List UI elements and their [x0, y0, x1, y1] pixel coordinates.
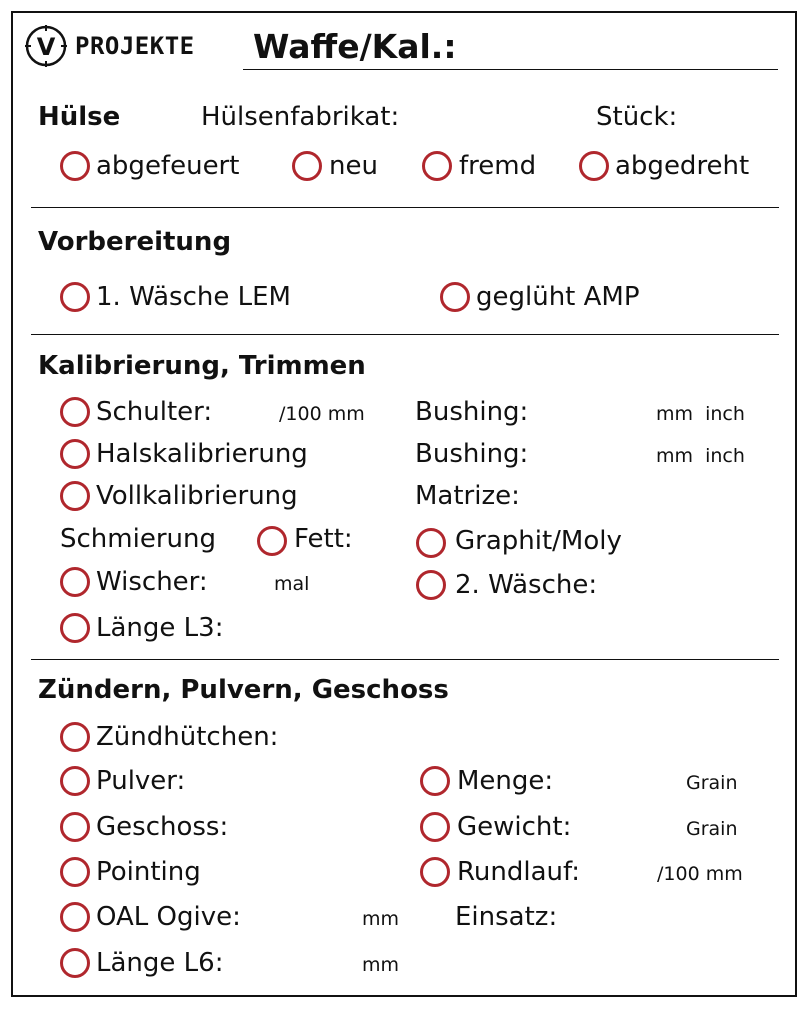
option-waesche-lem: 1. Wäsche LEM: [96, 282, 291, 312]
matrize-label: Matrize:: [415, 481, 520, 511]
radio-vollkalibrierung[interactable]: [60, 481, 90, 511]
radio-laenge-l3[interactable]: [60, 613, 90, 643]
option-abgefeuert: abgefeuert: [96, 151, 240, 181]
brand-name: PROJEKTE: [75, 32, 195, 60]
radio-geschoss[interactable]: [60, 812, 90, 842]
bushing-label-1: Bushing:: [415, 397, 529, 427]
stueck-label: Stück:: [596, 102, 678, 132]
bushing-label-2: Bushing:: [415, 439, 529, 469]
halskalibrierung-label: Halskalibrierung: [96, 439, 308, 469]
oal-ogive-unit: mm: [362, 908, 400, 930]
bushing-units-1: mm inch: [656, 403, 745, 425]
menge-unit: Grain: [686, 772, 738, 794]
radio-laenge-l6[interactable]: [60, 948, 90, 978]
section-title-vorbereitung: Vorbereitung: [38, 227, 232, 257]
laenge-l6-label: Länge L6:: [96, 948, 224, 978]
pointing-label: Pointing: [96, 857, 201, 887]
page-title: Waffe/Kal.:: [253, 27, 457, 66]
waesche-2-label: 2. Wäsche:: [455, 570, 598, 600]
radio-neu[interactable]: [292, 151, 322, 181]
huelsenfabrikat-label: Hülsenfabrikat:: [201, 102, 400, 132]
oal-ogive-label: OAL Ogive:: [96, 902, 241, 932]
radio-wischer[interactable]: [60, 567, 90, 597]
radio-fremd[interactable]: [422, 151, 452, 181]
radio-abgefeuert[interactable]: [60, 151, 90, 181]
rundlauf-unit: /100 mm: [657, 863, 743, 885]
section-divider: [31, 659, 779, 660]
radio-halskalibrierung[interactable]: [60, 439, 90, 469]
vollkalibrierung-label: Vollkalibrierung: [96, 481, 298, 511]
pulver-label: Pulver:: [96, 766, 186, 796]
rundlauf-label: Rundlauf:: [457, 857, 580, 887]
logo-letter: V: [36, 33, 56, 61]
wischer-label: Wischer:: [96, 567, 208, 597]
radio-gewicht[interactable]: [420, 812, 450, 842]
title-underline: [243, 69, 778, 70]
radio-graphit-moly[interactable]: [416, 528, 446, 558]
geschoss-label: Geschoss:: [96, 812, 229, 842]
fett-label: Fett:: [294, 524, 353, 554]
schulter-label: Schulter:: [96, 397, 213, 427]
einsatz-label: Einsatz:: [455, 902, 558, 932]
section-divider: [31, 207, 779, 208]
option-abgedreht: abgedreht: [615, 151, 750, 181]
radio-gegluht-amp[interactable]: [440, 282, 470, 312]
gewicht-unit: Grain: [686, 818, 738, 840]
radio-waesche-2[interactable]: [416, 570, 446, 600]
gewicht-label: Gewicht:: [457, 812, 572, 842]
zuendhuetchen-label: Zündhütchen:: [96, 722, 279, 752]
radio-schulter[interactable]: [60, 397, 90, 427]
logo-icon: [25, 25, 67, 67]
radio-waesche-lem[interactable]: [60, 282, 90, 312]
option-fremd: fremd: [459, 151, 537, 181]
radio-zuendhuetchen[interactable]: [60, 722, 90, 752]
radio-fett[interactable]: [257, 526, 287, 556]
option-gegluht-amp: geglüht AMP: [476, 282, 640, 312]
menge-label: Menge:: [457, 766, 554, 796]
section-title-zuendern: Zündern, Pulvern, Geschoss: [38, 675, 449, 705]
section-title-kalibrierung: Kalibrierung, Trimmen: [38, 351, 366, 381]
bushing-units-2: mm inch: [656, 445, 745, 467]
section-divider: [31, 334, 779, 335]
radio-abgedreht[interactable]: [579, 151, 609, 181]
radio-pulver[interactable]: [60, 766, 90, 796]
radio-rundlauf[interactable]: [420, 857, 450, 887]
section-title-huelse: Hülse: [38, 102, 121, 132]
graphit-moly-label: Graphit/Moly: [455, 526, 622, 556]
radio-oal-ogive[interactable]: [60, 902, 90, 932]
schmierung-label: Schmierung: [60, 524, 216, 554]
option-neu: neu: [329, 151, 378, 181]
radio-pointing[interactable]: [60, 857, 90, 887]
schulter-unit: /100 mm: [279, 403, 365, 425]
laenge-l6-unit: mm: [362, 954, 400, 976]
radio-menge[interactable]: [420, 766, 450, 796]
wischer-unit: mal: [274, 573, 310, 595]
laenge-l3-label: Länge L3:: [96, 613, 224, 643]
